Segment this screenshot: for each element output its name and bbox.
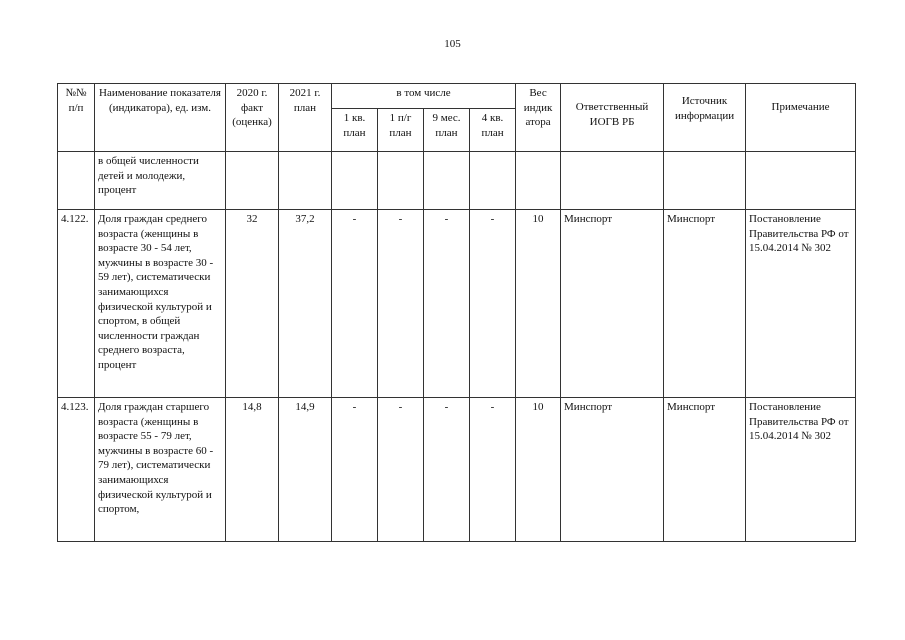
indicators-table: [57, 83, 856, 542]
cell-source: [664, 152, 746, 210]
cell-fact-2020: [226, 152, 279, 210]
cell-h1: [378, 152, 424, 210]
cell-num: 4.122.: [58, 210, 95, 398]
col-header-note: Примечание: [746, 84, 856, 152]
col-header-including: в том числе: [332, 84, 516, 109]
col-header-responsible: Ответственный ИОГВ РБ: [561, 84, 664, 152]
cell-name: в общей численности детей и молодежи, процент: [95, 152, 226, 210]
cell-num: [58, 152, 95, 210]
table-row: [58, 210, 856, 398]
cell-fact-2020: 32: [226, 210, 279, 398]
col-header-h1: 1 п/г план: [378, 109, 424, 152]
cell-plan-2021: 37,2: [279, 210, 332, 398]
cell-name: Доля граждан старшего возраста (женщины в возрасте 55 - 79 лет, мужчины в возрасте 60 - 79 лет), систематически занимающихся физической культурой и спортом,: [95, 398, 226, 542]
cell-name: Доля граждан среднего возраста (женщины в возрасте 30 - 54 лет, мужчины в возрасте 30 - 59 лет), систематически занимающихся физической культурой и спортом, в общей численности граждан среднего возраста, процент: [95, 210, 226, 398]
cell-q4: -: [470, 398, 516, 542]
col-header-weight: Вес индик атора: [516, 84, 561, 152]
cell-q4: [470, 152, 516, 210]
cell-q1: [332, 152, 378, 210]
cell-weight: 10: [516, 398, 561, 542]
cell-9m: [424, 152, 470, 210]
cell-note: [746, 152, 856, 210]
table-row: [58, 152, 856, 210]
cell-responsible: Минспорт: [561, 210, 664, 398]
cell-responsible: [561, 152, 664, 210]
cell-source: Минспорт: [664, 210, 746, 398]
col-header-name: Наименование показателя (индикатора), ед. изм.: [95, 84, 226, 152]
cell-num: 4.123.: [58, 398, 95, 542]
cell-9m: -: [424, 210, 470, 398]
col-header-plan-2021: 2021 г. план: [279, 84, 332, 152]
cell-h1: -: [378, 398, 424, 542]
cell-plan-2021: [279, 152, 332, 210]
col-header-source: Источник информации: [664, 84, 746, 152]
col-header-fact-2020: 2020 г. факт (оценка): [226, 84, 279, 152]
col-header-9m: 9 мес. план: [424, 109, 470, 152]
table-row: [58, 398, 856, 542]
cell-h1: -: [378, 210, 424, 398]
cell-q1: -: [332, 398, 378, 542]
cell-q4: -: [470, 210, 516, 398]
col-header-q4: 4 кв. план: [470, 109, 516, 152]
col-header-q1: 1 кв. план: [332, 109, 378, 152]
cell-weight: 10: [516, 210, 561, 398]
cell-q1: -: [332, 210, 378, 398]
cell-weight: [516, 152, 561, 210]
cell-responsible: Минспорт: [561, 398, 664, 542]
cell-fact-2020: 14,8: [226, 398, 279, 542]
col-header-num: №№ п/п: [58, 84, 95, 152]
header-row-1: [58, 84, 856, 109]
cell-note: Постановление Правительства РФ от 15.04.2014 № 302: [746, 210, 856, 398]
page-number: 105: [444, 38, 461, 50]
cell-plan-2021: 14,9: [279, 398, 332, 542]
cell-note: Постановление Правительства РФ от 15.04.2014 № 302: [746, 398, 856, 542]
cell-source: Минспорт: [664, 398, 746, 542]
cell-9m: -: [424, 398, 470, 542]
